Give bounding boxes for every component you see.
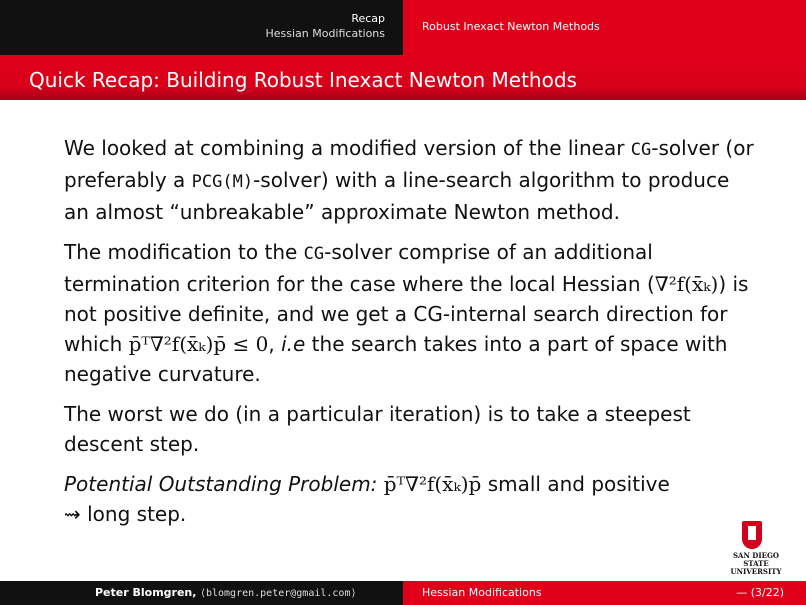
footer-bar <box>0 581 806 605</box>
paragraph-1 <box>64 133 754 227</box>
p1-text-c: -solver) with a line-search algorithm to produce an almost “unbreakable” approximate Newton method. <box>64 168 730 224</box>
p2-text-d: , <box>268 332 282 356</box>
slide-content <box>64 133 754 539</box>
nav-subsection-hessian[interactable]: Hessian Modifications <box>265 27 385 40</box>
logo-line-1: SAN DIEGO STATE <box>732 551 780 568</box>
p2-text-b: -solver comprise of an additional termination criterion for the case where the local Hessian ( <box>64 240 655 296</box>
p1-text-b: -solver (or preferably a <box>64 136 754 192</box>
slide-title-bar <box>0 55 806 100</box>
logo-text <box>721 552 791 576</box>
paragraph-2 <box>64 237 754 389</box>
paragraph-4 <box>64 469 754 529</box>
page-number: — (3/22) <box>736 586 784 599</box>
p4-arrow: ⇝ <box>64 502 81 526</box>
nav-section-recap[interactable]: Recap <box>351 12 385 25</box>
p2-text-c: ) is not positive definite, and we get a CG-internal search direction for which <box>64 272 749 356</box>
p2-ie: i.e <box>281 332 306 356</box>
p1-text-a: We looked at combining a modified version of the linear <box>64 136 631 160</box>
paragraph-3: The worst we do (in a particular iteration) is to take a steepest descent step. <box>64 402 691 456</box>
shield-icon <box>742 521 762 549</box>
p4-text-c: long step. <box>80 502 187 526</box>
author-name: Peter Blomgren, <box>95 586 197 599</box>
header-nav-right <box>403 0 806 55</box>
logo-line-2: UNIVERSITY <box>730 567 782 576</box>
p4-expr: p̄ᵀ∇²f(x̄ₖ)p̄ <box>383 472 482 496</box>
footer-left <box>0 581 403 605</box>
p2-cg: CG <box>303 244 325 264</box>
author-email: ⟨blomgren.peter@gmail.com⟩ <box>199 588 357 599</box>
p1-cg: CG <box>630 140 652 160</box>
p4-text-b: small and positive <box>481 472 670 496</box>
slide-title: Quick Recap: Building Robust Inexact Newton Methods <box>29 68 577 92</box>
nav-section-robust[interactable]: Robust Inexact Newton Methods <box>422 20 600 33</box>
footer-author <box>95 586 357 599</box>
university-logo <box>721 521 791 576</box>
p1-pcg: PCG(M) <box>191 172 254 192</box>
header-nav-left <box>0 0 403 55</box>
header-bar <box>0 0 806 55</box>
p4-label: Potential Outstanding Problem: <box>64 472 378 496</box>
p2-condition-expr: p̄ᵀ∇²f(x̄ₖ)p̄ ≤ 0 <box>128 332 269 356</box>
p2-text-e: the search takes into a part of space with negative curvature. <box>64 332 728 386</box>
p2-hessian-expr: ∇²f(x̄ₖ) <box>654 272 719 296</box>
p2-text-a: The modification to the <box>64 240 304 264</box>
footer-right <box>403 581 806 605</box>
footer-section: Hessian Modifications <box>422 586 542 599</box>
